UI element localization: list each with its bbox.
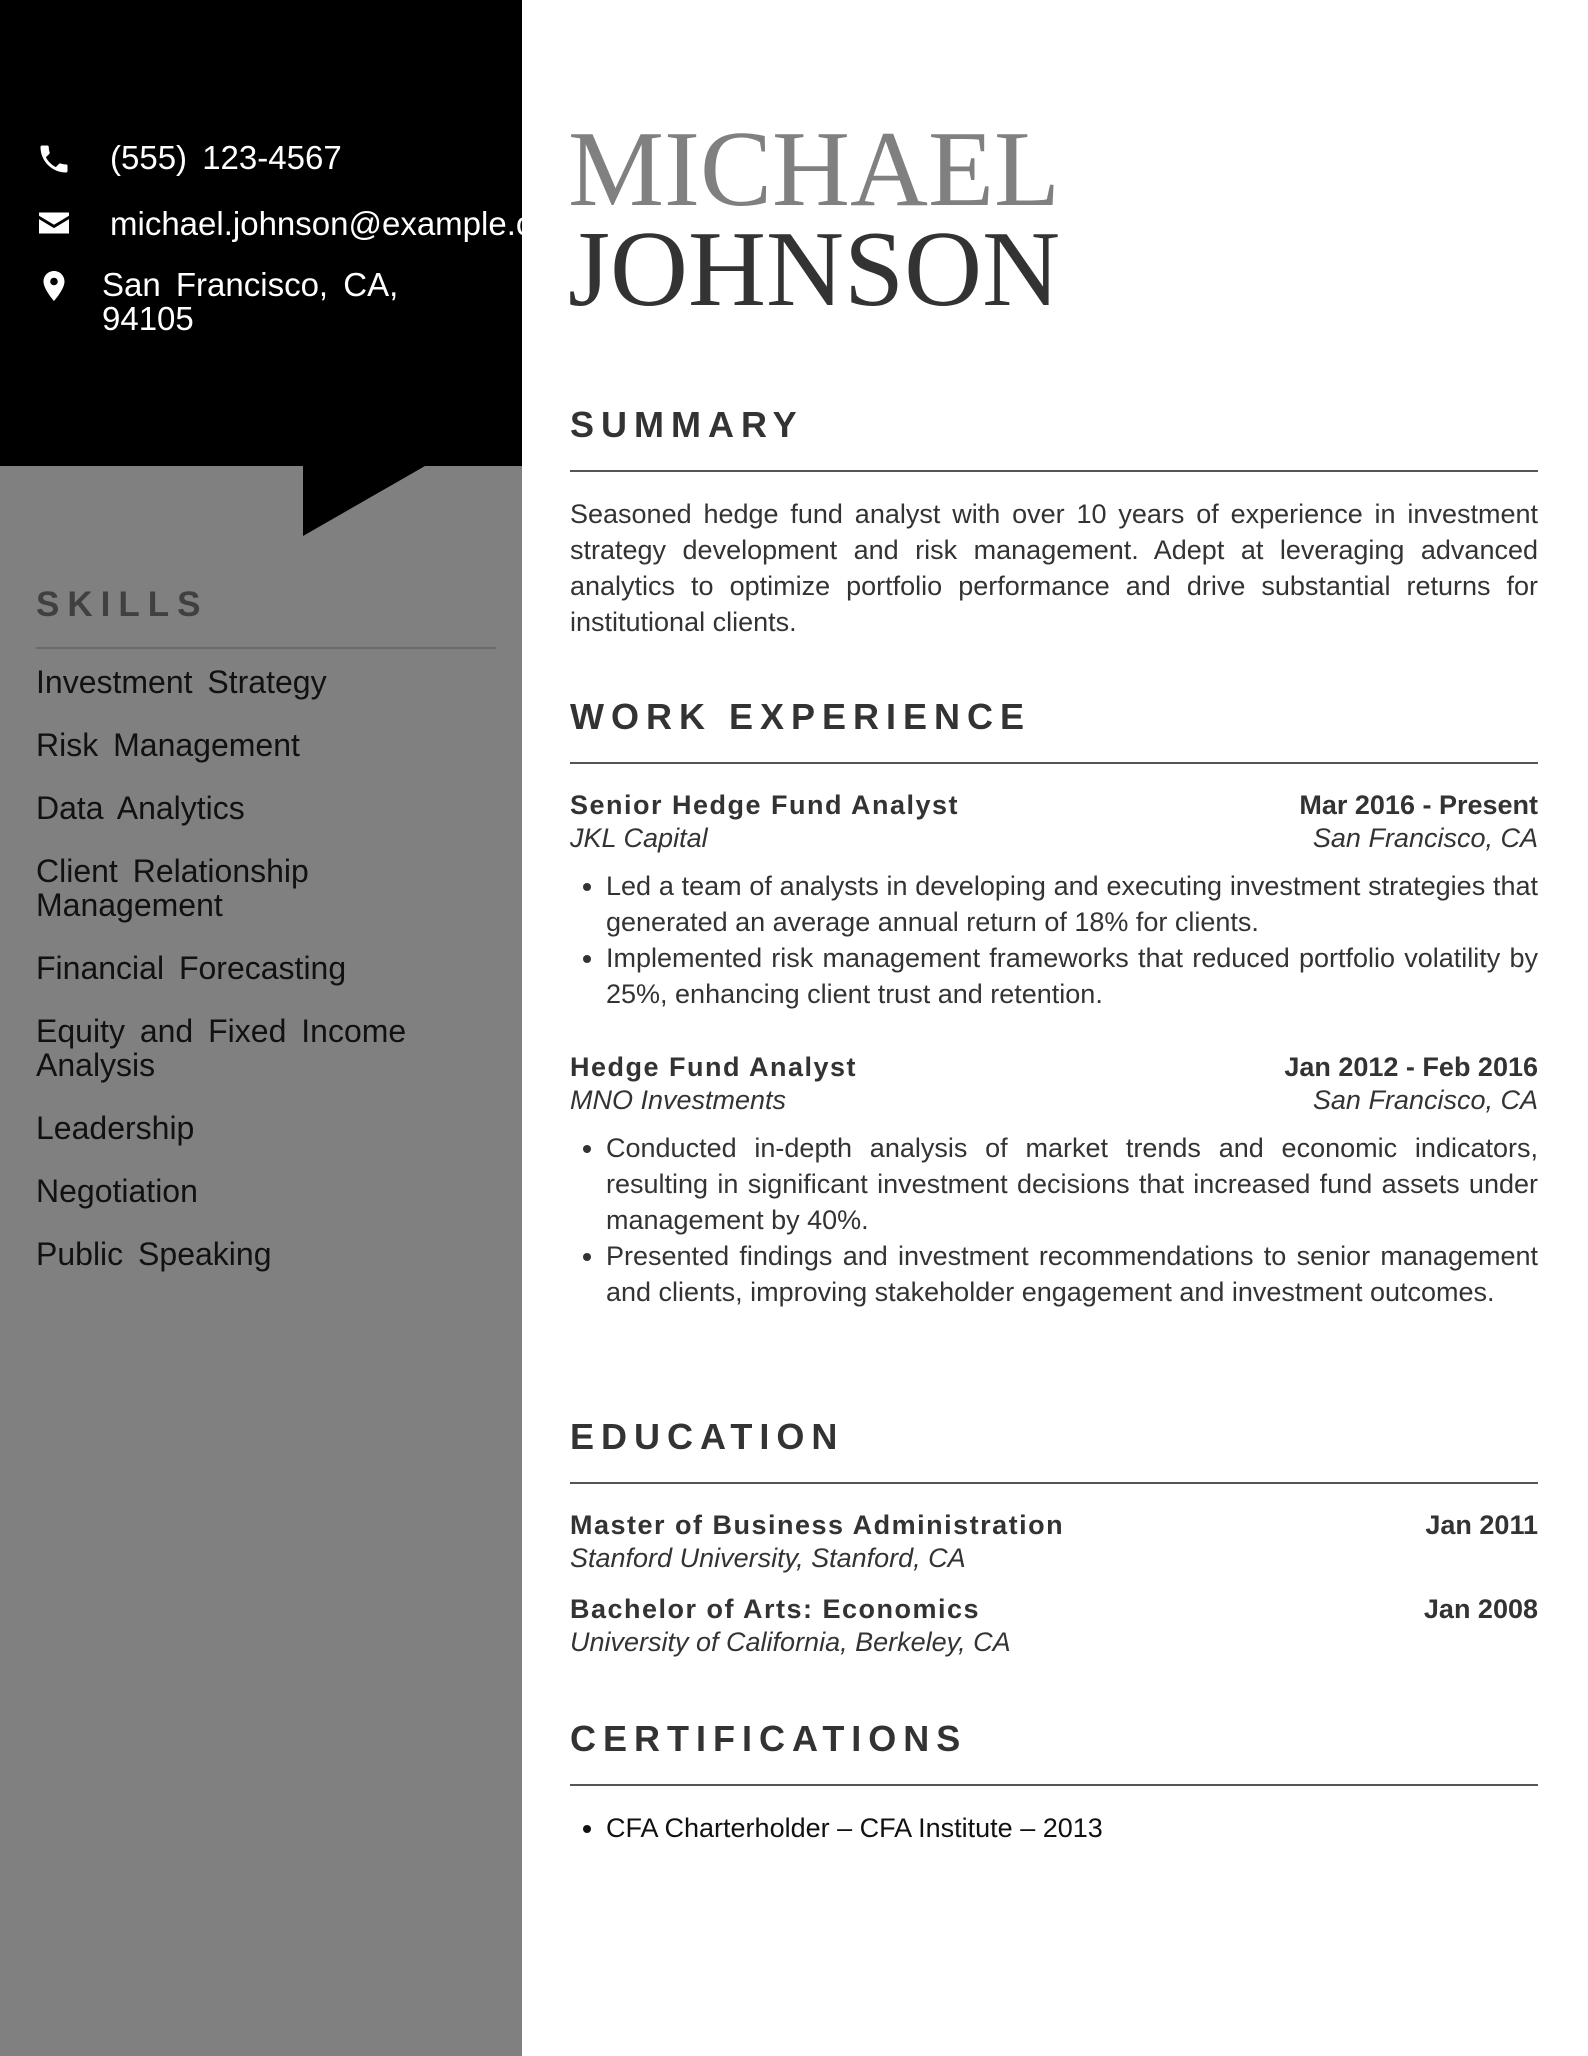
contact-location-row <box>36 268 398 336</box>
degree: Bachelor of Arts: Economics <box>570 1594 981 1624</box>
contact-phone-row <box>36 141 342 177</box>
education-heading: EDUCATION <box>570 1416 845 1457</box>
work-experience-heading: WORK EXPERIENCE <box>570 696 1032 737</box>
school: University of California, Berkeley, CA <box>570 1627 1011 1657</box>
job-entry <box>570 790 1538 1012</box>
skills-list <box>36 665 476 1300</box>
education-divider <box>570 1482 1538 1484</box>
skill-item: Public Speaking <box>36 1236 272 1272</box>
contact-location <box>102 268 398 336</box>
job-bullets <box>570 868 1538 1012</box>
work-experience-divider <box>570 762 1538 764</box>
job-bullets <box>570 1130 1538 1310</box>
summary-divider <box>570 470 1538 472</box>
job-title: Hedge Fund Analyst <box>570 1052 858 1082</box>
skills-heading: SKILLS <box>36 585 209 624</box>
certifications-divider <box>570 1784 1538 1786</box>
skill-item: Risk Management <box>36 727 300 763</box>
last-name: JOHNSON <box>568 210 1061 329</box>
job-dates: Jan 2012 - Feb 2016 <box>1284 1052 1538 1082</box>
skill-item: Financial Forecasting <box>36 950 347 986</box>
education-date: Jan 2011 <box>1425 1510 1538 1540</box>
contact-location-line2: 94105 <box>102 300 194 337</box>
certifications-list <box>570 1810 1103 1846</box>
contact-phone[interactable]: (555) 123-4567 <box>110 139 342 176</box>
job-location: San Francisco, CA <box>1312 1085 1538 1115</box>
map-pin-icon <box>36 268 72 304</box>
contact-email[interactable]: michael.johnson@example.com <box>110 205 579 242</box>
skill-item: Client Relationship Management <box>36 853 309 923</box>
job-title: Senior Hedge Fund Analyst <box>570 790 960 820</box>
phone-icon <box>36 141 72 177</box>
skill-item: Leadership <box>36 1110 195 1146</box>
contact-email-row <box>36 205 579 243</box>
first-name: MICHAEL <box>568 110 1060 229</box>
skill-item: Equity and Fixed Income Analysis <box>36 1013 407 1083</box>
job-bullet: • Implemented risk management frameworks that reduced portfolio volatility by 25%, enhancing client trust and retention. <box>606 940 1538 1012</box>
envelope-icon <box>36 205 72 241</box>
skill-item: Investment Strategy <box>36 664 327 700</box>
school: Stanford University, Stanford, CA <box>570 1543 966 1573</box>
job-bullet: • Led a team of analysts in developing and executing investment strategies that generated an average annual return of 18% for clients. <box>606 868 1538 940</box>
certification-item: • CFA Charterholder – CFA Institute – 2013 <box>606 1810 1103 1846</box>
education-date: Jan 2008 <box>1423 1594 1538 1624</box>
job-company: JKL Capital <box>570 823 708 853</box>
job-company: MNO Investments <box>570 1085 787 1115</box>
job-bullet: • Conducted in-depth analysis of market trends and economic indicators, resulting in significant investment decisions that increased fund assets under management by 40%. <box>606 1130 1538 1238</box>
certifications-heading: CERTIFICATIONS <box>570 1718 968 1759</box>
education-entry <box>570 1594 1538 1658</box>
skill-item: Negotiation <box>36 1173 198 1209</box>
job-entry <box>570 1052 1538 1310</box>
contact-location-line1: San Francisco, CA, <box>102 266 399 303</box>
education-entry <box>570 1510 1538 1574</box>
job-bullet: • Presented findings and investment recommendations to senior management and clients, improving stakeholder engagement and investment outcomes. <box>606 1238 1538 1310</box>
skill-item: Data Analytics <box>36 790 245 826</box>
job-location: San Francisco, CA <box>1312 823 1538 853</box>
degree: Master of Business Administration <box>570 1510 1065 1540</box>
job-dates: Mar 2016 - Present <box>1299 790 1538 820</box>
skills-divider <box>36 647 496 649</box>
summary-text: Seasoned hedge fund analyst with over 10 years of experience in investment strategy development and risk management. Adept at leveraging advanced analytics to optimize portfolio performance and drive substantial returns for institutional clients. <box>570 499 1538 637</box>
summary-heading: SUMMARY <box>570 404 804 445</box>
header-notch-shape <box>303 466 425 538</box>
